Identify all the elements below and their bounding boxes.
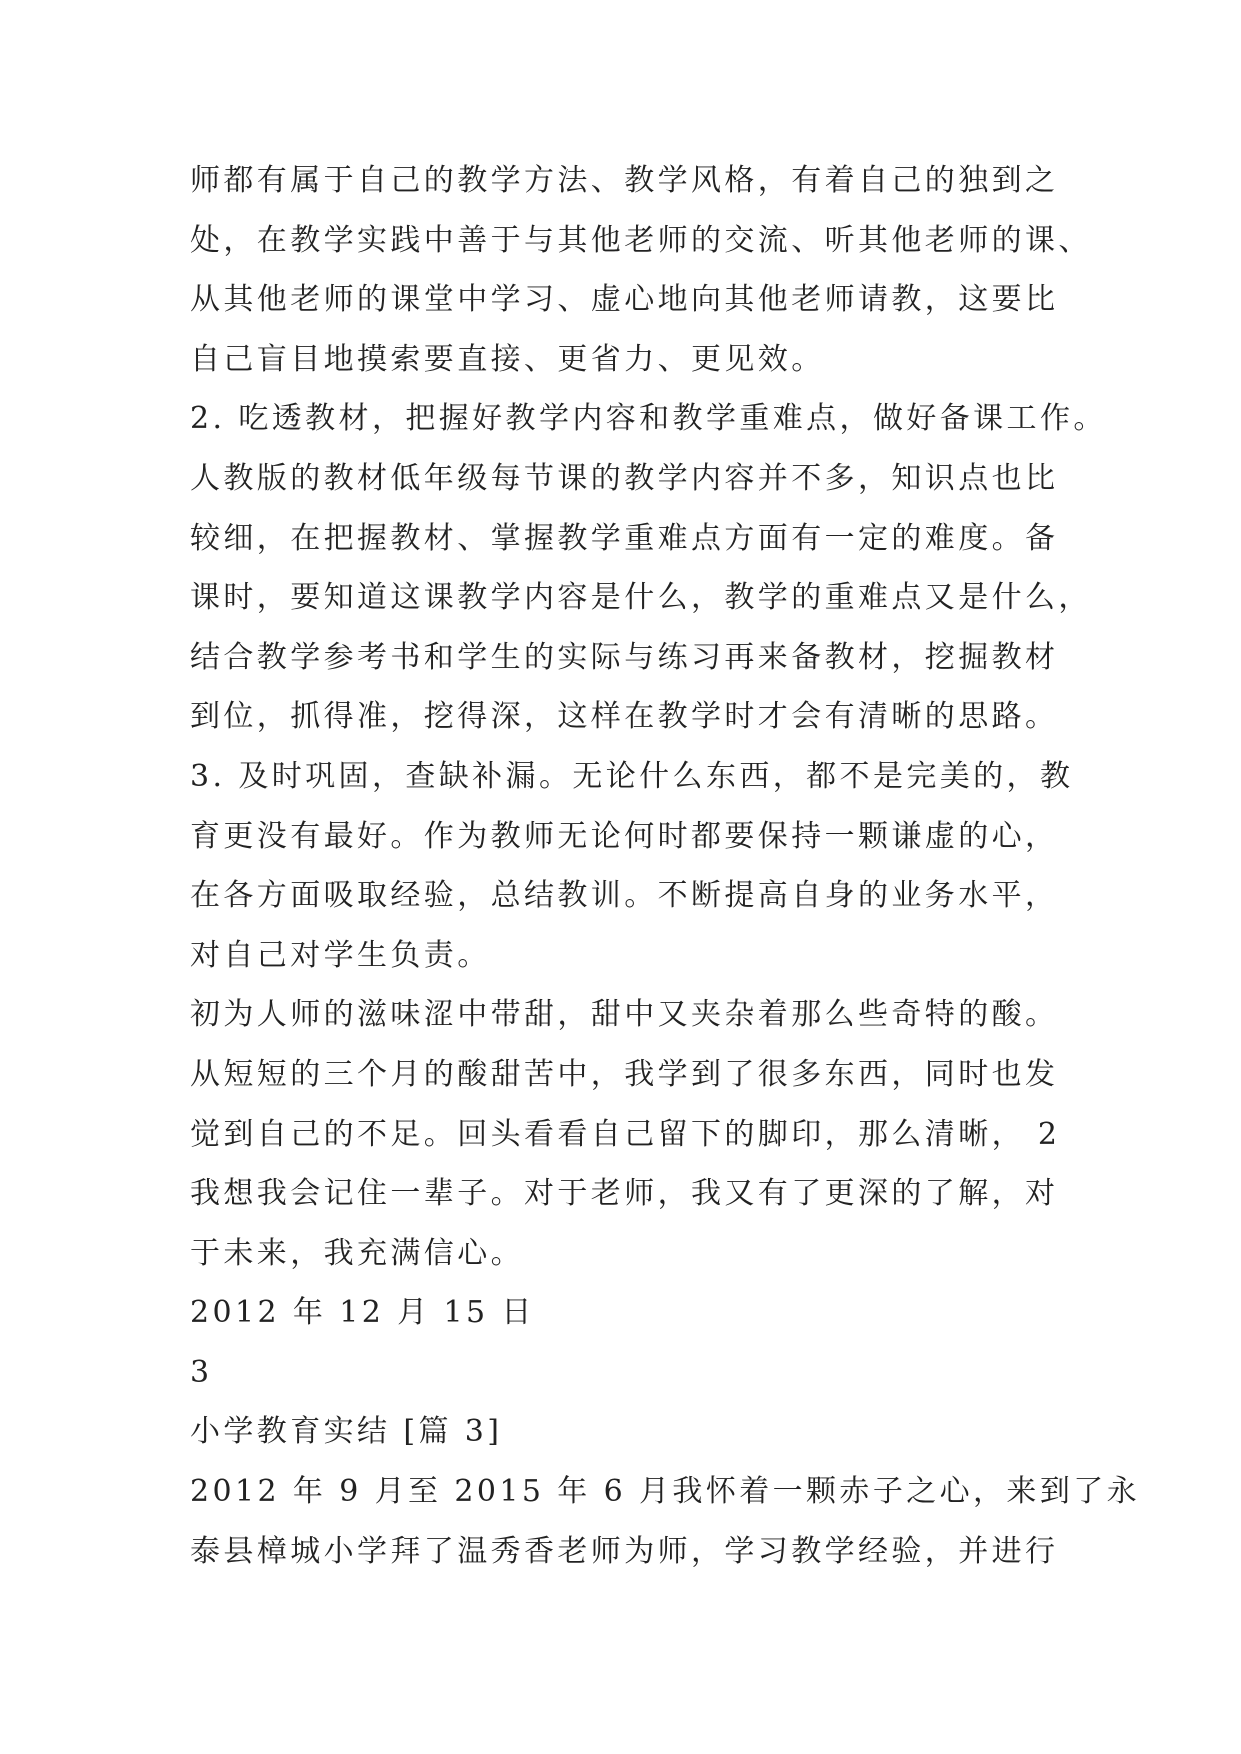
text-line: 到位，抓得准，挖得深，这样在教学时才会有清晰的思路。 [190, 699, 1059, 735]
text-line: 课时，要知道这课教学内容是什么，教学的重难点又是什么， [190, 580, 1092, 616]
text-line: 我想我会记住一辈子。对于老师，我又有了更深的了解，对 [190, 1176, 1059, 1212]
date-line: 2012 年 12 月 15 日 [190, 1295, 535, 1331]
page-number: 3 [190, 1354, 213, 1390]
text-line: 育更没有最好。作为教师无论何时都要保持一颗谦虚的心， [190, 818, 1059, 854]
text-line: 3. 及时巩固，查缺补漏。无论什么东西，都不是完美的，教 [190, 758, 1074, 794]
text-line: 从其他老师的课堂中学习、虚心地向其他老师请教，这要比 [190, 282, 1059, 318]
text-line: 从短短的三个月的酸甜苦中，我学到了很多东西，同时也发 [190, 1056, 1059, 1092]
text-line: 觉到自己的不足。回头看看自己留下的脚印，那么清晰， 2 [190, 1116, 1061, 1152]
text-line: 人教版的教材低年级每节课的教学内容并不多，知识点也比 [190, 460, 1059, 496]
document-body [190, 151, 1141, 1581]
text-line: 2012 年 9 月至 2015 年 6 月我怀着一颗赤子之心，来到了永 [190, 1474, 1141, 1510]
text-line: 在各方面吸取经验，总结教训。不断提高自身的业务水平， [190, 878, 1059, 914]
text-line: 对自己对学生负责。 [190, 937, 491, 973]
text-line: 师都有属于自己的教学方法、教学风格，有着自己的独到之 [190, 163, 1059, 198]
section-heading: 小学教育实结 [篇 3] [190, 1414, 503, 1450]
text-line: 2. 吃透教材，把握好教学内容和教学重难点，做好备课工作。 [190, 401, 1107, 437]
text-line: 于未来，我充满信心。 [190, 1235, 524, 1271]
text-line: 自己盲目地摸索要直接、更省力、更见效。 [190, 341, 825, 377]
text-line: 初为人师的滋味涩中带甜，甜中又夹杂着那么些奇特的酸。 [190, 997, 1059, 1033]
text-line: 处，在教学实践中善于与其他老师的交流、听其他老师的课、 [190, 222, 1092, 258]
text-line: 泰县樟城小学拜了温秀香老师为师，学习教学经验，并进行 [190, 1533, 1059, 1569]
text-line: 较细，在把握教材、掌握教学重难点方面有一定的难度。备 [190, 520, 1059, 556]
text-line: 结合教学参考书和学生的实际与练习再来备教材，挖掘教材 [190, 639, 1059, 675]
